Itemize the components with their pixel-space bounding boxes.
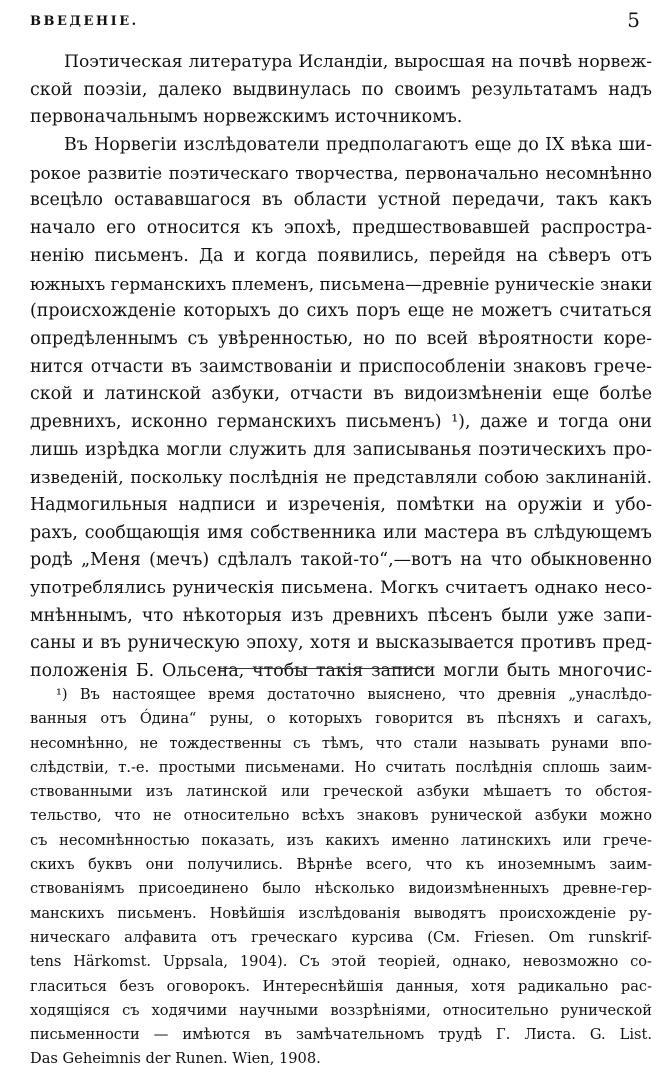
footnote-line: скихъ буквъ они получились. Вѣрнѣе всего, что къ иноземнымъ заим- — [30, 856, 652, 874]
text-line: всецѣло остававшагося въ области устной передачи, такъ какъ — [30, 190, 652, 211]
footnote-line: гласиться безъ оговорокъ. Интереснѣйшія данныя, хотя радикально рас- — [30, 977, 652, 995]
page-number: 5 — [627, 8, 640, 32]
text-line: первоначальнымъ норвежскимъ источникомъ. — [30, 107, 463, 128]
footnote — [30, 683, 652, 1072]
text-line: рокое развитіе поэтическаго творчества, первоначально несомнѣнно — [30, 163, 652, 183]
main-text — [30, 49, 652, 686]
text-line: мнѣннымъ, что нѣкоторыя изъ древнихъ пѣсенъ были уже запи- — [30, 605, 652, 626]
footnote-line: письменности — имѣются въ замѣчательномъ трудѣ Г. Листа. G. List. — [30, 1026, 652, 1044]
running-title: ВВЕДЕНІЕ. — [30, 14, 139, 29]
text-line: древнихъ, исконно германскихъ письменъ) ¹), даже и тогда они — [30, 411, 652, 432]
footnote-line: Das Geheimnis der Runen. Wien, 1908. — [30, 1050, 321, 1068]
text-line: ненію письменъ. Да и когда появились, перейдя на сѣверъ отъ — [30, 245, 652, 266]
footnote-line: ¹) Въ настоящее время достаточно выяснено, что древнія „унаслѣдо- — [56, 686, 652, 703]
footnote-line: слѣдствіи, т.-е. простыми письменами. Но считать послѣднія сплошь заим- — [30, 758, 652, 776]
footnote-line: ствованіямъ присоединено было нѣсколько видоизмѣненныхъ древне-гер- — [30, 880, 652, 898]
text-line: употреблялись руническія письмена. Могкъ считаетъ однако несо- — [30, 578, 652, 599]
text-line: лишь изрѣдка могли служить для записыванья поэтическихъ про- — [30, 439, 652, 460]
text-line: родѣ „Меня (мечъ) сдѣлалъ такой-то“,—вотъ на что обыкновенно — [30, 550, 652, 571]
footnote-line: манскихъ письменъ. Новѣйшія изслѣдованія выводятъ происхожденіе ру- — [30, 904, 652, 922]
footnote-divider — [220, 668, 430, 669]
text-line: Въ Норвегіи изслѣдователи предполагаютъ еще до IX вѣка ши- — [64, 135, 652, 156]
text-line: нится отчасти въ заимствованіи и приспособленіи знаковъ грече- — [30, 356, 652, 377]
footnote-line: ходящіяся съ ходячими научными воззрѣніями, относительно рунической — [30, 1001, 652, 1019]
footnote-line: тельство, что не относительно всѣхъ знаковъ рунической азбуки можно — [30, 807, 652, 825]
text-line: Поэтическая литература Исландіи, выросшая на почвѣ норвеж- — [64, 52, 652, 72]
text-line: опредѣленнымъ съ увѣренностью, но по всей вѣроятности коре- — [30, 328, 652, 349]
text-line: начало его относится къ эпохѣ, предшествовавшей распростра- — [30, 218, 652, 239]
text-line: ской поэзіи, далеко выдвинулась по своимъ результатамъ надъ — [30, 79, 652, 100]
footnote-line: съ несомнѣнностью показать, изъ какихъ именно латинскихъ или грече- — [30, 831, 652, 849]
footnote-line: ствованными изъ латинской или греческой азбуки мѣшаетъ то обстоя- — [30, 783, 652, 801]
footnote-line: ническаго алфавита отъ греческаго курсива (См. Friesen. Om runskrif- — [30, 928, 652, 946]
text-line: положенія Б. Ольсена, чтобы такія записи могли быть многочис- — [30, 661, 652, 682]
text-line: (происхожденіе которыхъ до сихъ поръ еще не можетъ считаться — [30, 301, 652, 322]
footnote-line: tens Härkomst. Uppsala, 1904). Съ этой теоріей, однако, невозможно со- — [30, 953, 652, 971]
text-line: изведеній, поскольку послѣднія не представляли собою заклинаній. — [30, 467, 652, 488]
text-line: южныхъ германскихъ племенъ, письмена—древніе руническіе знаки — [30, 273, 653, 294]
footnote-line: ванныя отъ Óдина“ руны, о которыхъ говорится въ пѣсняхъ и сагахъ, — [30, 710, 652, 728]
text-line: саны и въ руническую эпоху, хотя и высказывается противъ пред- — [30, 633, 652, 654]
text-line: рахъ, сообщающія имя собственника или мастера въ слѣдующемъ — [30, 522, 652, 543]
text-line: ской и латинской азбуки, отчасти въ видоизмѣненіи еще болѣе — [30, 384, 652, 405]
footnote-line: несомнѣнно, не тождественны съ тѣмъ, что стали называть рунами впо- — [30, 734, 652, 752]
text-line: Надмогильныя надписи и изреченія, помѣтки на оружіи и убо- — [30, 495, 652, 515]
